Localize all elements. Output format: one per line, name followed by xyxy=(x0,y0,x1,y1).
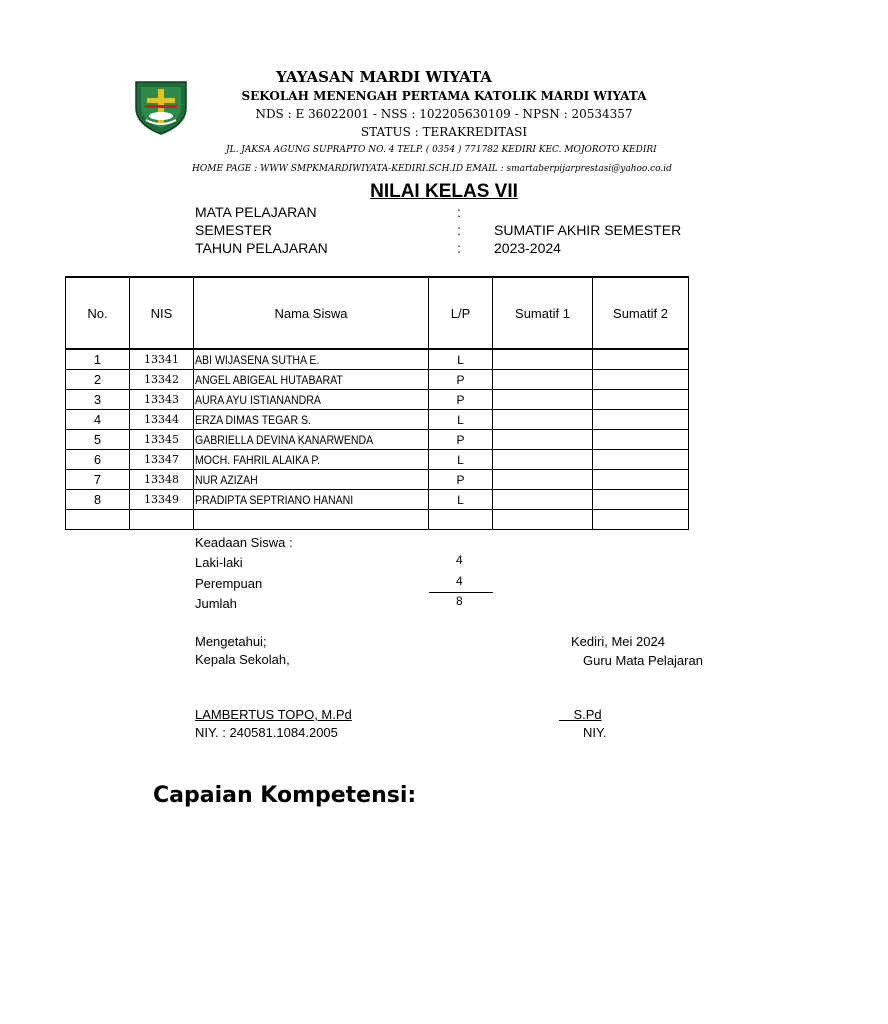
row-no: 3 xyxy=(66,390,130,410)
meta-sep-semester: : xyxy=(457,222,461,238)
row-name-text: ERZA DIMAS TEGAR S. xyxy=(195,412,311,427)
table-row xyxy=(66,470,689,490)
table-row xyxy=(66,490,689,510)
row-name-text: AURA AYU ISTIANANDRA xyxy=(195,392,321,407)
row-sumatif-1[interactable] xyxy=(493,370,593,390)
table-row-empty xyxy=(66,510,689,530)
header-sumatif-2: Sumatif 2 xyxy=(593,277,689,349)
row-sumatif-1[interactable] xyxy=(493,349,593,370)
row-lp: L xyxy=(429,490,493,510)
empty-cell[interactable] xyxy=(593,510,689,530)
row-sumatif-2[interactable] xyxy=(593,349,689,370)
teacher-name xyxy=(559,707,602,722)
row-no: 4 xyxy=(66,410,130,430)
sign-right-line2: Guru Mata Pelajaran xyxy=(583,653,703,668)
row-nis: 13345 xyxy=(130,430,194,450)
table-row xyxy=(66,410,689,430)
row-no: 6 xyxy=(66,450,130,470)
row-sumatif-2[interactable] xyxy=(593,430,689,450)
row-lp: P xyxy=(429,430,493,450)
row-lp: L xyxy=(429,349,493,370)
school-address: JL. JAKSA AGUNG SUPRAPTO NO. 4 TELP. ( 0354 ) 771782 KEDIRI KEC. MOJOROTO KEDIRI xyxy=(226,145,657,155)
table-header-row xyxy=(66,277,689,349)
row-name xyxy=(194,410,429,430)
meta-label-semester: SEMESTER xyxy=(195,222,273,238)
competency-heading: Capaian Kompetensi: xyxy=(153,783,417,808)
row-no: 1 xyxy=(66,349,130,370)
summary-total-count: 8 xyxy=(456,594,463,608)
grade-table xyxy=(65,276,689,530)
meta-value-semester: SUMATIF AKHIR SEMESTER xyxy=(494,222,682,238)
meta-label-year: TAHUN PELAJARAN xyxy=(195,240,328,256)
row-name-text: NUR AZIZAH xyxy=(195,472,258,487)
summary-total-divider xyxy=(429,592,493,593)
row-nis: 13344 xyxy=(130,410,194,430)
row-nis: 13343 xyxy=(130,390,194,410)
summary-female-label: Perempuan xyxy=(195,576,263,591)
table-row xyxy=(66,390,689,410)
teacher-name-text xyxy=(559,707,573,722)
table-row xyxy=(66,450,689,470)
row-sumatif-2[interactable] xyxy=(593,490,689,510)
row-no: 7 xyxy=(66,470,130,490)
summary-heading: Keadaan Siswa : xyxy=(195,535,293,550)
sign-right-line2-clip xyxy=(583,652,703,670)
row-sumatif-1[interactable] xyxy=(493,470,593,490)
row-name-text: GABRIELLA DEVINA KANARWENDA xyxy=(195,432,374,447)
row-name-text: PRADIPTA SEPTRIANO HANANI xyxy=(195,492,354,507)
row-name xyxy=(194,370,429,390)
row-sumatif-1[interactable] xyxy=(493,490,593,510)
row-name xyxy=(194,470,429,490)
summary-male-count: 4 xyxy=(456,553,463,567)
summary-male-label: Laki-laki xyxy=(195,555,243,570)
empty-cell xyxy=(194,510,429,530)
row-nis: 13342 xyxy=(130,370,194,390)
sign-right-line1: Kediri, Mei 2024 xyxy=(571,634,665,649)
header-name: Nama Siswa xyxy=(194,277,429,349)
row-nis: 13349 xyxy=(130,490,194,510)
meta-label-subject: MATA PELAJARAN xyxy=(195,204,317,220)
page-title: NILAI KELAS VII xyxy=(370,181,518,202)
row-nis: 13348 xyxy=(130,470,194,490)
meta-sep-subject: : xyxy=(457,204,461,220)
school-codes: NDS : E 36022001 - NSS : 102205630109 - NPSN : 20534357 xyxy=(255,107,633,121)
row-name xyxy=(194,490,429,510)
teacher-id: NIY. xyxy=(583,725,607,740)
row-lp: L xyxy=(429,450,493,470)
row-no: 8 xyxy=(66,490,130,510)
table-row xyxy=(66,430,689,450)
row-sumatif-1[interactable] xyxy=(493,450,593,470)
header-sumatif-1: Sumatif 1 xyxy=(493,277,593,349)
header-no: No. xyxy=(66,277,130,349)
empty-cell xyxy=(130,510,194,530)
row-lp: P xyxy=(429,390,493,410)
accreditation-status: STATUS : TERAKREDITASI xyxy=(360,125,528,139)
sign-left-line2: Kepala Sekolah, xyxy=(195,652,290,667)
school-web-email: HOME PAGE : WWW SMPKMARDIWIYATA-KEDIRI.SCH.ID EMAIL : smartaberpijarprestasi@yahoo.co.id xyxy=(192,164,672,174)
row-sumatif-1[interactable] xyxy=(493,430,593,450)
foundation-name: YAYASAN MARDI WIYATA xyxy=(276,68,492,86)
teacher-degree: S.Pd xyxy=(573,707,602,722)
row-sumatif-1[interactable] xyxy=(493,410,593,430)
table-row xyxy=(66,370,689,390)
row-name xyxy=(194,430,429,450)
row-name-text: ANGEL ABIGEAL HUTABARAT xyxy=(195,372,343,387)
headmaster-name: LAMBERTUS TOPO, M.Pd xyxy=(195,707,352,722)
row-name-text: MOCH. FAHRIL ALAIKA P. xyxy=(195,452,321,467)
summary-total-label: Jumlah xyxy=(195,596,237,611)
row-lp: L xyxy=(429,410,493,430)
empty-cell[interactable] xyxy=(493,510,593,530)
row-name-text: ABI WIJASENA SUTHA E. xyxy=(195,352,320,367)
row-sumatif-2[interactable] xyxy=(593,390,689,410)
meta-value-year: 2023-2024 xyxy=(494,240,561,256)
row-no: 2 xyxy=(66,370,130,390)
meta-sep-year: : xyxy=(457,240,461,256)
row-lp: P xyxy=(429,470,493,490)
headmaster-id: NIY. : 240581.1084.2005 xyxy=(195,725,338,740)
row-name xyxy=(194,390,429,410)
header-lp: L/P xyxy=(429,277,493,349)
row-nis: 13341 xyxy=(130,349,194,370)
empty-cell xyxy=(66,510,130,530)
row-lp: P xyxy=(429,370,493,390)
summary-female-count: 4 xyxy=(456,574,463,588)
empty-cell xyxy=(429,510,493,530)
row-sumatif-2[interactable] xyxy=(593,470,689,490)
row-nis: 13347 xyxy=(130,450,194,470)
row-sumatif-2[interactable] xyxy=(593,410,689,430)
row-sumatif-1[interactable] xyxy=(493,390,593,410)
row-sumatif-2[interactable] xyxy=(593,370,689,390)
row-sumatif-2[interactable] xyxy=(593,450,689,470)
row-name xyxy=(194,450,429,470)
school-name: SEKOLAH MENENGAH PERTAMA KATOLIK MARDI WIYATA xyxy=(241,89,647,103)
table-row xyxy=(66,349,689,370)
sign-left-line1: Mengetahui; xyxy=(195,634,267,649)
row-name xyxy=(194,349,429,370)
row-no: 5 xyxy=(66,430,130,450)
header-nis: NIS xyxy=(130,277,194,349)
